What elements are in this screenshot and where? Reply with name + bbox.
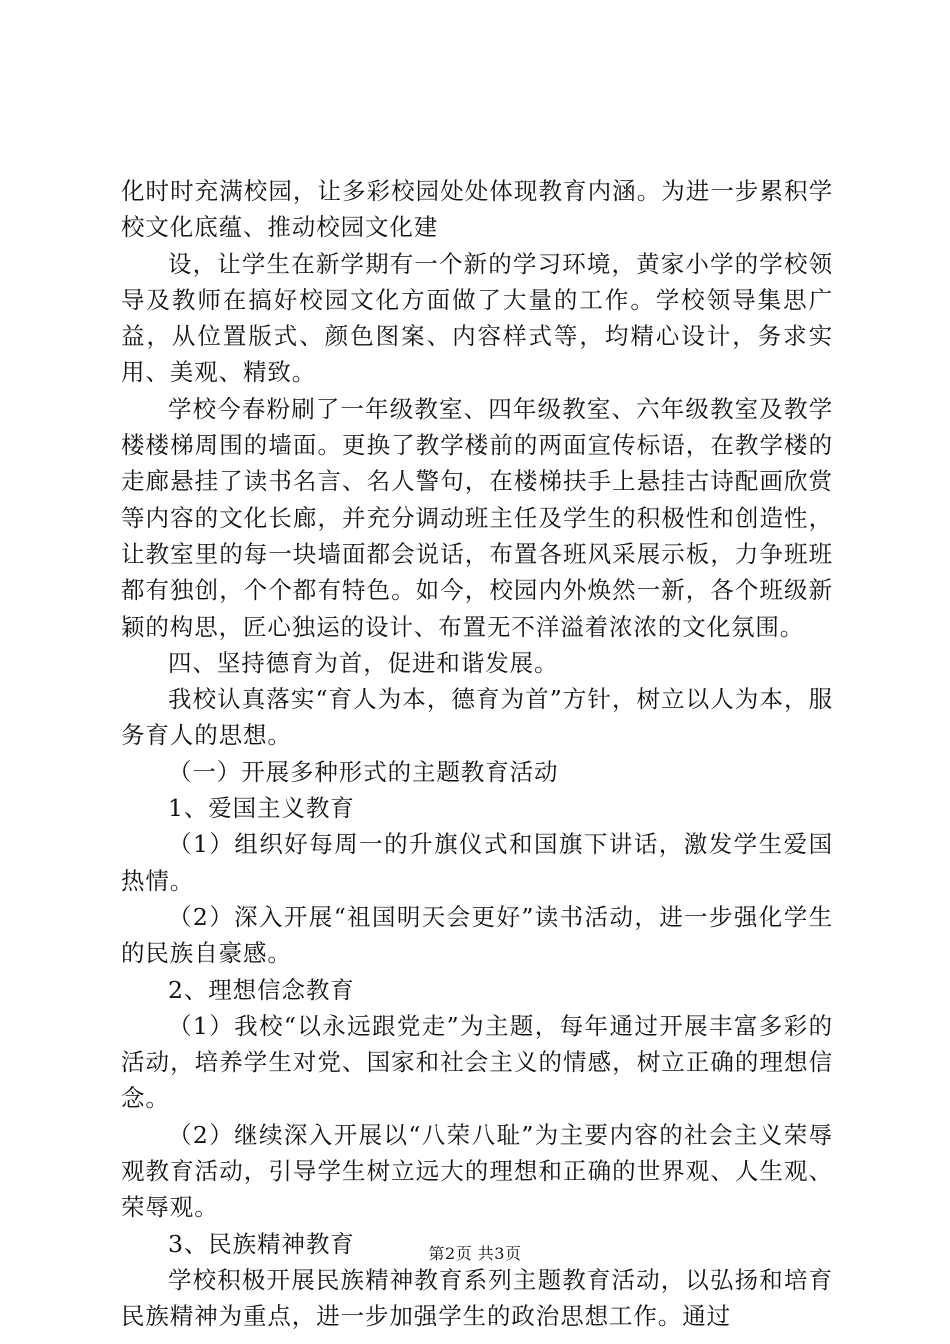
body-paragraph: （一）开展多种形式的主题教育活动	[168, 757, 559, 786]
body-paragraph: （2）继续深入开展以“八荣八耻”为主要内容的社会主义荣辱观教育活动，引导学生树立远大的理想和正确的世界观、人生观、荣辱观。	[121, 1120, 833, 1222]
body-paragraph: （2）深入开展“祖国明天会更好”读书活动，进一步强化学生的民族自豪感。	[121, 902, 833, 968]
body-paragraph: 1、爱国主义教育	[168, 794, 355, 823]
body-paragraph: 四、坚持德育为首，促进和谐发展。	[168, 648, 559, 677]
body-paragraph: （1）我校“以永远跟党走”为主题，每年通过开展丰富多彩的活动，培养学生对党、国家和社会主义的情感，树立正确的理想信念。	[121, 1011, 833, 1113]
document-body	[121, 173, 833, 1335]
body-paragraph: 2、理想信念教育	[168, 975, 355, 1004]
body-paragraph: 化时时充满校园，让多彩校园处处体现教育内涵。为进一步累积学校文化底蕴、推动校园文化建	[121, 177, 833, 242]
body-paragraph: 设，让学生在新学期有一个新的学习环境，黄家小学的学校领导及教师在搞好校园文化方面做了大量的工作。学校领导集思广益，从位置版式、颜色图案、内容样式等，均精心设计，务求实用、美观、精致。	[121, 249, 833, 387]
body-paragraph: 3、民族精神教育	[168, 1229, 355, 1258]
body-paragraph: 学校今春粉刷了一年级教室、四年级教室、六年级教室及教学楼楼梯周围的墙面。更换了教学楼前的两面宣传标语，在教学楼的走廊悬挂了读书名言、名人警句，在楼梯扶手上悬挂古诗配画欣赏等内容的文化长廊，并充分调动班主任及学生的积极性和创造性，让教室里的每一块墙面都会说话，布置各班风采展示板，力争班班都有独创，个个都有特色。如今，校园内外焕然一新，各个班级新颖的构思，匠心独运的设计、布置无不洋溢着浓浓的文化氛围。	[121, 394, 833, 641]
body-paragraph: 我校认真落实“育人为本，德育为首”方针，树立以人为本，服务育人的思想。	[121, 685, 833, 750]
body-paragraph: （1）组织好每周一的升旗仪式和国旗下讲话，激发学生爱国热情。	[121, 830, 833, 895]
body-paragraph: 学校积极开展民族精神教育系列主题教育活动，以弘扬和培育民族精神为重点，进一步加强学生的政治思想工作。通过	[121, 1265, 833, 1331]
page-number-footer: 第2页 共3页	[428, 1244, 522, 1263]
